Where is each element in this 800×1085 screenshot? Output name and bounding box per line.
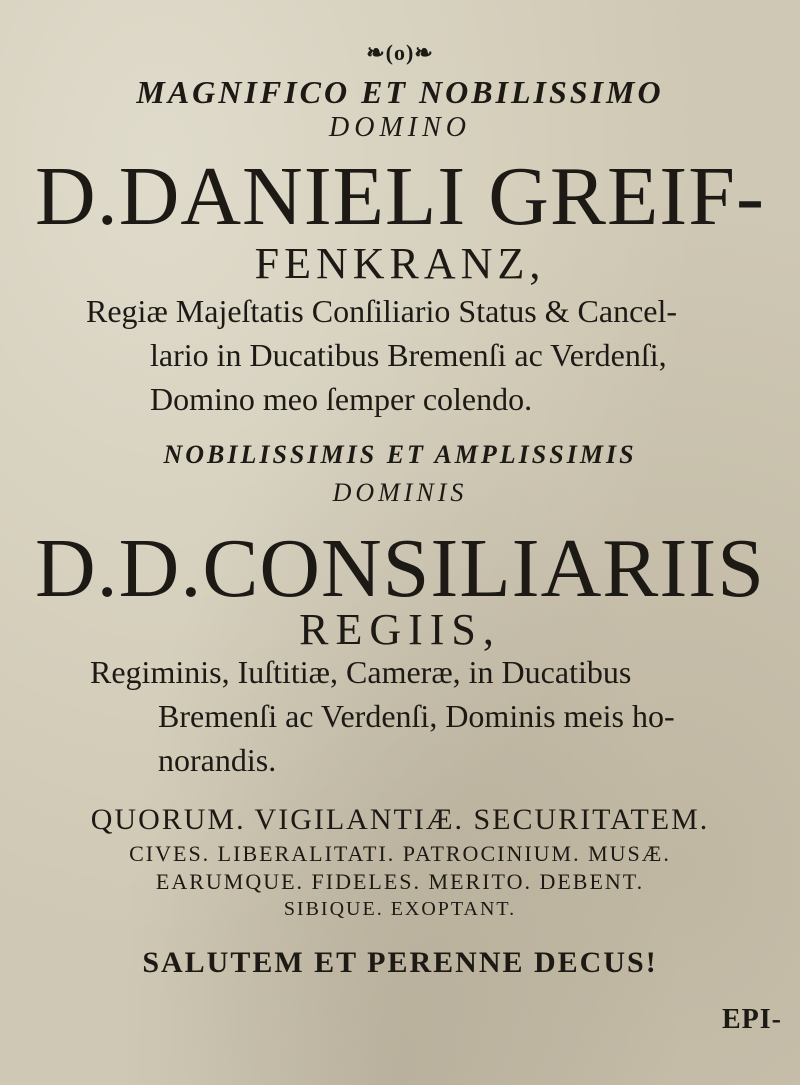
dedication-2-text-line: Bremenſi ac Verdenſi, Dominis meis ho- [158, 698, 675, 734]
salutation: SALUTEM ET PERENNE DECUS! [142, 946, 658, 979]
dedication-1-domino: DOMINO [329, 112, 471, 143]
dedication-1-paragraph [86, 289, 677, 421]
dedicatee-name-1-cont: FENKRANZ, [254, 239, 546, 288]
dedication-2-paragraph [90, 650, 675, 782]
dedication-2-text-line: Regiminis, Iuſtitiæ, Cameræ, in Ducatibus [90, 654, 632, 690]
dedication-1-text-line: Regiæ Majeſtatis Conſiliario Status & Cancel- [86, 293, 678, 329]
dedication-1-text-line: lario in Ducatibus Bremenſi ac Verdenſi, [150, 337, 667, 373]
dedication-2-text-line: norandis. [158, 742, 277, 778]
dedicatee-name-2: D.D.CONSILIARIIS [35, 522, 765, 615]
dedication-1-heading: MAGNIFICO ET NOBILISSIMO [136, 74, 664, 110]
ornament-header: ❧(o)❧ [366, 40, 434, 65]
dedication-1-text-line: Domino meo ſemper colendo. [150, 381, 533, 417]
closing-line-1: QUORUM. VIGILANTIÆ. SECURITATEM. [90, 803, 710, 836]
dedication-2-heading: NOBILISSIMIS ET AMPLISSIMIS [163, 440, 637, 469]
closing-line-4: SIBIQUE. EXOPTANT. [283, 898, 517, 920]
closing-line-2: CIVES. LIBERALITATI. PATROCINIUM. MUSÆ. [129, 841, 671, 866]
dedicatee-name-2-cont: REGIIS, [299, 605, 501, 654]
catchword: EPI- [722, 1004, 782, 1035]
dedicatee-name-1: D.DANIELI GREIF- [35, 150, 765, 243]
dedication-2-dominis: DOMINIS [332, 478, 468, 507]
closing-line-3: EARUMQUE. FIDELES. MERITO. DEBENT. [155, 869, 645, 894]
